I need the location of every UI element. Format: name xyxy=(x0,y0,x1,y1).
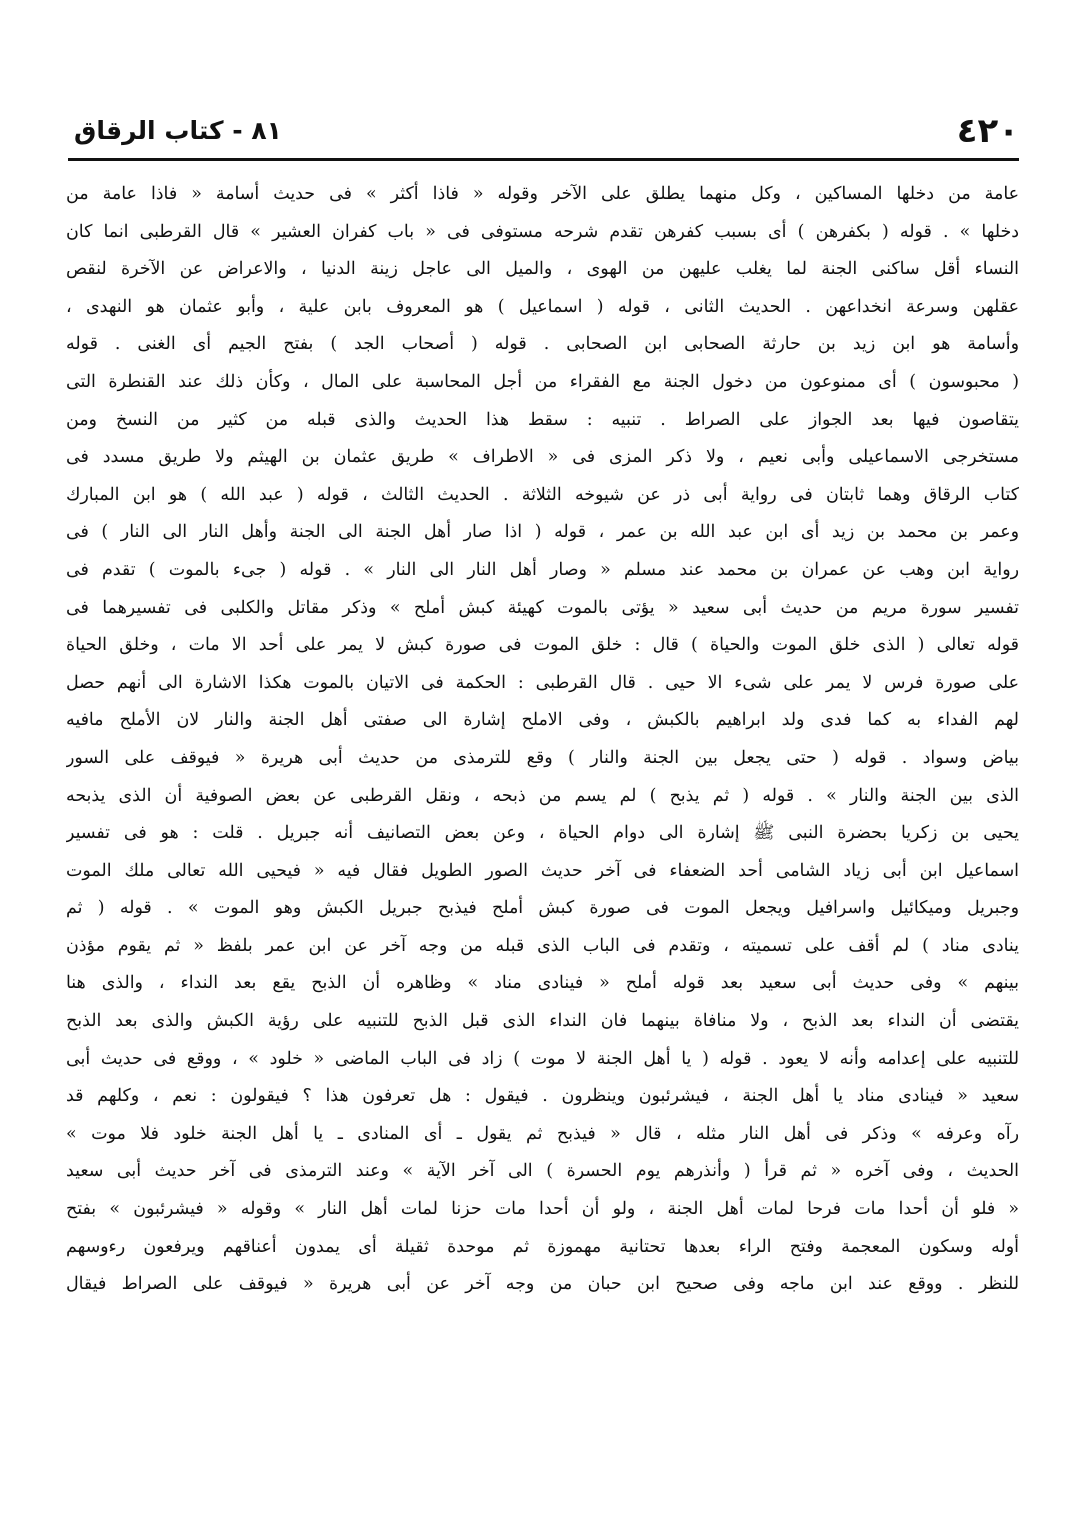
text-line: « فلو أن أحدا مات فرحا لمات أهل الجنة ، ولو أن أحدا مات حزنا لمات أهل النار » وقوله « فيشرئبون » بفتح xyxy=(66,1199,1019,1220)
text-line: تفسير سورة مريم من حديث أبى سعيد « يؤتى بالموت كهيئة كبش أملح » وذكر مقاتل والكلبى فى تفسيرهما فى xyxy=(66,597,1019,618)
text-line: للنظر . ووقع عند ابن ماجه وفى صحيح ابن حبان من وجه آخر عن أبى هريرة « فيوقف على الصراط فيقال xyxy=(66,1274,1019,1295)
text-line: أوله وسكون المعجمة وفتح الراء بعدها تحتانية مهموزة ثم موحدة ثقيلة أى يمدون أعناقهم ويرفعون رءوسهم xyxy=(66,1236,1019,1257)
text-line: النساء أقل ساكنى الجنة لما يغلب عليهن من الهوى ، والميل الى عاجل زينة الدنيا ، والاعراض عن الآخرة لنقص xyxy=(66,259,1019,280)
text-line: قوله تعالى ( الذى خلق الموت والحياة ) قال : خلق الموت فى صورة كبش لا يمر على أحد الا مات ، وخلق الحياة xyxy=(66,635,1019,656)
text-line: الحديث ، وفى آخره « ثم قرأ ( وأنذرهم يوم الحسرة ) الى آخر الآية » وعند الترمذى فى آخر حديث أبى سعيد xyxy=(66,1161,1019,1182)
text-line: اسماعيل ابن أبى زياد الشامى أحد الضعفاء فى آخر حديث الصور الطويل فقال فيه « فيحيى الله تعالى ملك الموت xyxy=(66,860,1019,881)
text-line: ( محبوسون ) أى ممنوعون من دخول الجنة مع الفقراء من أجل المحاسبة على المال ، وكأن ذلك عند القنطرة التى xyxy=(66,371,1019,392)
running-head: ٨١ - كتاب الرقاق xyxy=(74,116,282,145)
text-line: الذى بين الجنة والنار » . قوله ( ثم يذبح ) لم يسم من ذبحه ، ونقل القرطبى عن بعض الصوفية أن الذى يذبحه xyxy=(66,785,1019,806)
text-line: بينهم » وفى حديث أبى سعيد بعد قوله أملح « فينادى مناد » وظاهره أن الذبح يقع بعد النداء ، والذى هنا xyxy=(66,973,1019,994)
text-line: ينادى مناد ) لم أقف على تسميته ، وتقدم فى الباب الذى قبله من وجه آخر عن ابن عمر بلفظ « ثم يقوم مؤذن xyxy=(66,935,1019,956)
text-line: بياض وسواد . قوله ( حتى يجعل بين الجنة والنار ) وقع للترمذى من حديث أبى هريرة « فيوقف على السور xyxy=(66,747,1019,768)
text-line: لهم الفداء به كما فدى ولد ابراهيم بالكبش ، وفى الاملح إشارة الى صفتى أهل الجنة والنار لان الأملح مافيه xyxy=(66,710,1019,731)
text-line: دخلها » . قوله ( بكفرهن ) أى بسبب كفرهن تقدم شرحه مستوفى فى « باب كفران العشير » قال القرطبى انما كان xyxy=(66,221,1019,242)
text-line: عامة من دخلها المساكين ، وكل منهما يطلق على الآخر وقوله « فاذا أكثر » فى حديث أسامة « فاذا عامة من xyxy=(66,184,1019,204)
text-line: رآه وعرفه » وذكر فى أهل النار مثله ، قال « فيذبح ثم يقول ـ أى المنادى ـ يا أهل الجنة خلود فلا موت » xyxy=(66,1123,1019,1144)
text-line: للتنبيه على إعدامه وأنه لا يعود . قوله ( يا أهل الجنة لا موت ) زاد فى الباب الماضى « خلود » ، ووقع فى حديث أبى xyxy=(66,1048,1019,1069)
text-line: يقتضى أن النداء بعد الذبح ، ولا منافاة بينهما فان النداء الذى قبل الذبح للتنبيه على رؤية الكبش والذى بعد الذبح xyxy=(66,1011,1019,1032)
text-line: سعيد « فينادى مناد يا أهل الجنة ، فيشرئبون وينظرون . فيقول : هل تعرفون هذا ؟ فيقولون : نعم ، وكلهم قد xyxy=(66,1086,1019,1107)
text-line: وجبريل وميكائيل واسرافيل ويجعل الموت فى صورة كبش أملح فيذبح جبريل الكبش وهو الموت » . قوله ( ثم xyxy=(66,898,1019,919)
text-line: كتاب الرقاق وهما ثابتان فى رواية أبى ذر عن شيوخه الثلاثة . الحديث الثالث ، قوله ( عبد الله ) هو ابن المبارك xyxy=(66,484,1019,505)
text-line: وأسامة هو ابن زيد بن حارثة الصحابى ابن الصحابى . قوله ( أصحاب الجد ) بفتح الجيم أى الغنى . قوله xyxy=(66,334,1019,355)
page-header xyxy=(68,112,1019,161)
text-line: مستخرجى الاسماعيلى وأبى نعيم ، ولا ذكر المزى فى « الاطراف » طريق عثمان بن الهيثم ولا طريق مسدد فى xyxy=(66,447,1019,468)
text-line: يتقاصون فيها بعد الجواز على الصراط . تنبيه : سقط هذا الحديث والذى قبله من كثير من النسخ ومن xyxy=(66,409,1019,430)
text-line: رواية ابن وهب عن عمران بن محمد عند مسلم « وصار أهل النار الى النار » . قوله ( جىء بالموت ) تقدم فى xyxy=(66,559,1019,580)
text-line: على صورة فرس لا يمر على شىء الا حيى . قال القرطبى : الحكمة فى الاتيان بالموت هكذا الاشارة الى أنهم حصل xyxy=(66,672,1019,693)
body-text xyxy=(66,176,1019,1466)
text-line: يحيى بن زكريا بحضرة النبى ﷺ إشارة الى دوام الحياة ، وعن بعض التصانيف أنه جبريل . قلت : هو فى تفسير xyxy=(66,823,1019,844)
text-line: عقلهن وسرعة انخداعهن . الحديث الثانى ، قوله ( اسماعيل ) هو المعروف بابن علية ، وأبو عثمان هو النهدى ، xyxy=(66,296,1019,317)
text-line: وعمر بن محمد بن زيد أى ابن عبد الله بن عمر ، قوله ( اذا صار أهل الجنة الى الجنة وأهل النار الى النار ) فى xyxy=(66,522,1019,543)
page-number: ٤٢٠ xyxy=(956,111,1019,151)
